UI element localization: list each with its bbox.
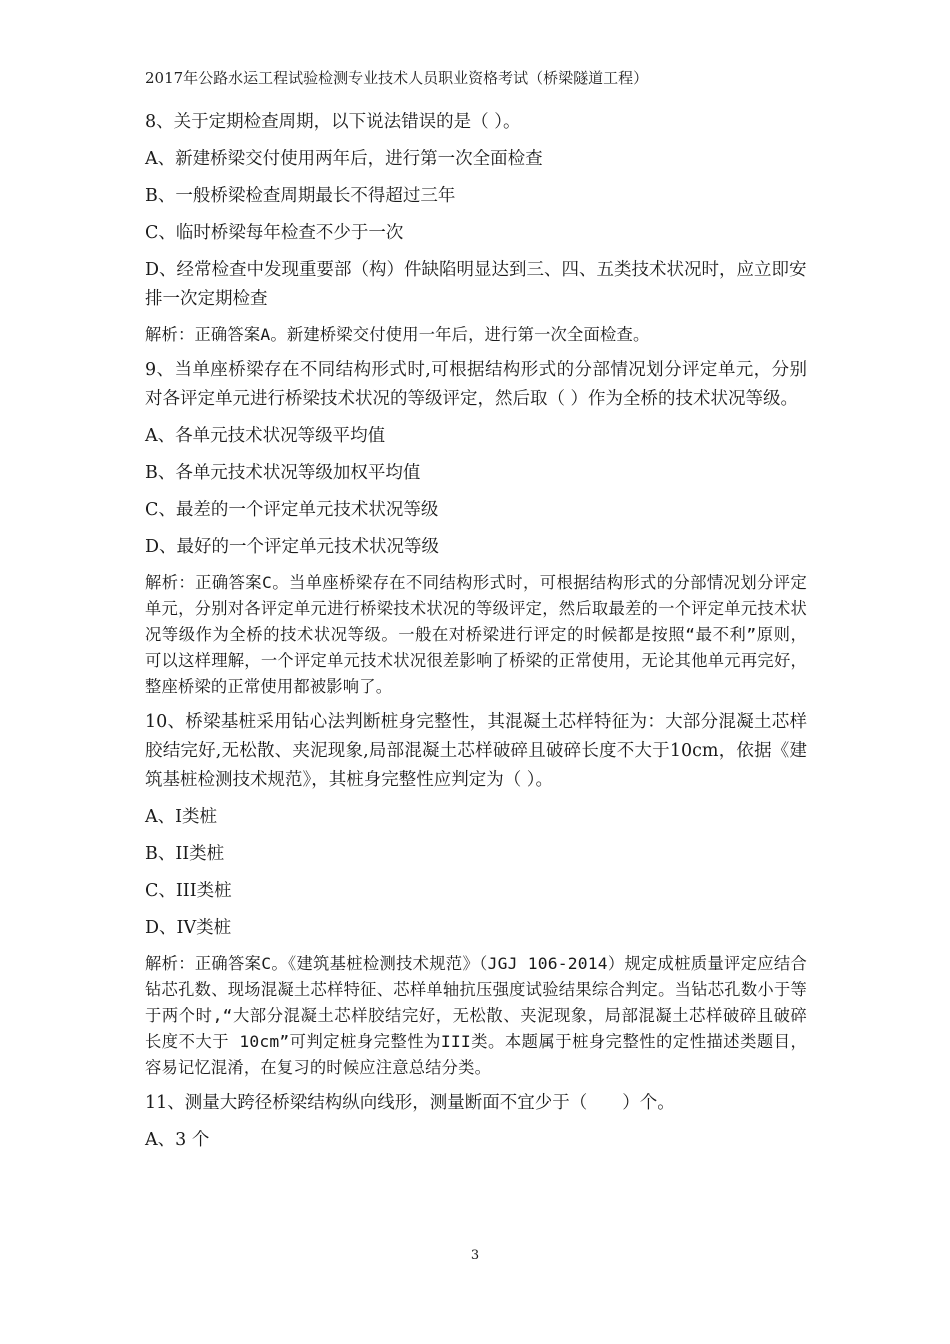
answer-analysis: 解析：正确答案A。新建桥梁交付使用一年后，进行第一次全面检查。 — [145, 325, 650, 344]
option-a: A、I类桩 — [145, 807, 218, 827]
question-9 — [145, 356, 807, 700]
question-stem: 11、测量大跨径桥梁结构纵向线形，测量断面不宜少于（ ）个。 — [145, 1093, 675, 1113]
option-c: C、临时桥梁每年检查不少于一次 — [145, 223, 404, 243]
page-header: 2017年公路水运工程试验检测专业技术人员职业资格考试（桥梁隧道工程） — [145, 69, 649, 87]
answer-analysis: 解析：正确答案C。当单座桥梁存在不同结构形式时，可根据结构形式的分部情况划分评定单元，分别对各评定单元进行桥梁技术状况的等级评定，然后取最差的一个评定单元技术状况等级作为全桥的技术状况等级。一般在对桥梁进行评定的时候都是按照“最不利”原则，可以这样理解，一个评定单元技术状况很差影响了桥梁的正常使用，无论其他单元再完好，整座桥梁的正常使用都被影响了。 — [145, 573, 807, 696]
option-c: C、III类桩 — [145, 881, 232, 901]
question-stem: 8、关于定期检查周期，以下说法错误的是（ ）。 — [145, 112, 521, 132]
answer-analysis: 解析：正确答案C。《建筑基桩检测技术规范》（JGJ 106-2014）规定成桩质量评定应结合钻芯孔数、现场混凝土芯样特征、芯样单轴抗压强度试验结果综合判定。当钻芯孔数小于等于两个时,“大部分混凝土芯样胶结完好，无松散、夹泥现象，局部混凝土芯样破碎且破碎长度不大于 10cm”可判定桩身完整性为III类。本题属于桩身完整性的定性描述类题目，容易记忆混淆，在复习的时候应注意总结分类。 — [145, 954, 807, 1077]
option-a: A、3 个 — [145, 1130, 210, 1150]
page-number: 3 — [470, 1248, 480, 1263]
question-stem: 9、当单座桥梁存在不同结构形式时,可根据结构形式的分部情况划分评定单元，分别对各评定单元进行桥梁技术状况的等级评定，然后取（ ）作为全桥的技术状况等级。 — [145, 360, 807, 409]
option-c: C、最差的一个评定单元技术状况等级 — [145, 500, 439, 520]
option-d: D、经常检查中发现重要部（构）件缺陷明显达到三、四、五类技术状况时，应立即安排一次定期检查 — [145, 260, 807, 309]
option-b: B、一般桥梁检查周期最长不得超过三年 — [145, 186, 456, 206]
option-a: A、各单元技术状况等级平均值 — [145, 426, 386, 446]
option-a: A、新建桥梁交付使用两年后，进行第一次全面检查 — [145, 149, 543, 169]
option-d: D、IV类桩 — [145, 918, 232, 938]
question-8 — [145, 108, 807, 348]
page-content — [145, 108, 807, 1163]
option-b: B、II类桩 — [145, 844, 225, 864]
option-d: D、最好的一个评定单元技术状况等级 — [145, 537, 440, 557]
question-10 — [145, 708, 807, 1081]
option-b: B、各单元技术状况等级加权平均值 — [145, 463, 421, 483]
question-stem: 10、桥梁基桩采用钻心法判断桩身完整性，其混凝土芯样特征为：大部分混凝土芯样胶结完好,无松散、夹泥现象,局部混凝土芯样破碎且破碎长度不大于10cm，依据《建筑基桩检测技术规范》，其桩身完整性应判定为（ ）。 — [145, 712, 807, 790]
question-11 — [145, 1089, 807, 1155]
